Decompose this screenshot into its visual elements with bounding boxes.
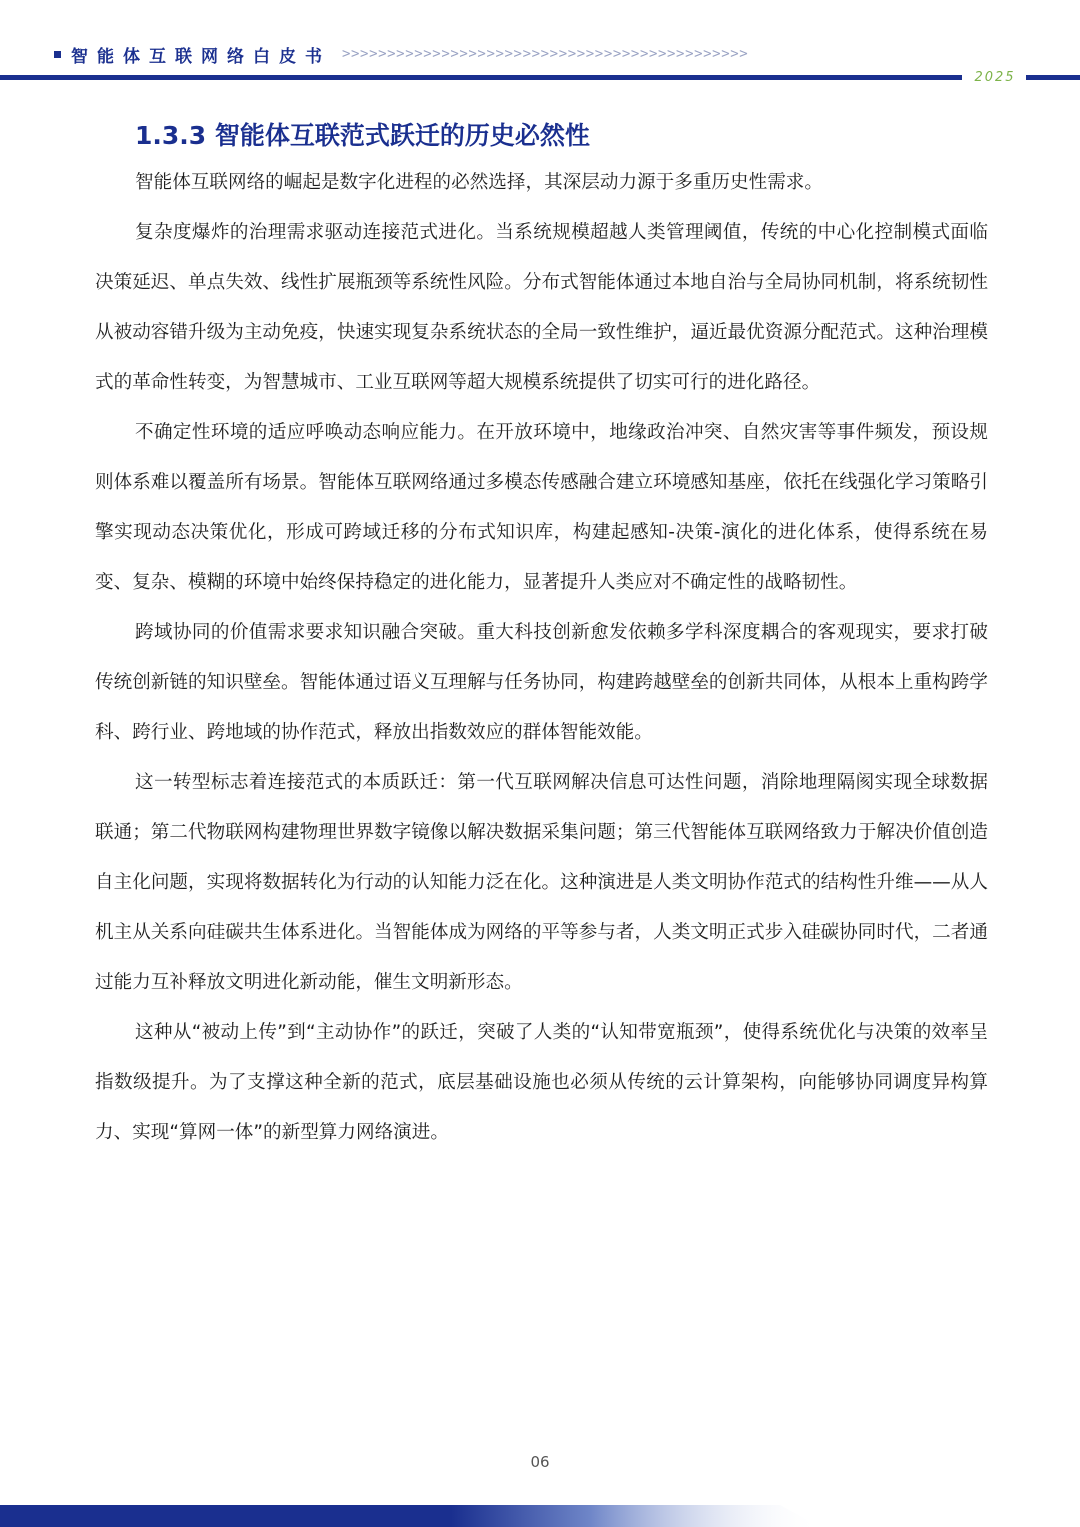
paragraph: 智能体互联网络的崛起是数字化进程的必然选择，其深层动力源于多重历史性需求。	[135, 172, 823, 193]
header-rule-end	[1026, 75, 1080, 80]
section-heading: 1.3.3 智能体互联范式跃迁的历史必然性	[135, 121, 590, 150]
body-text	[95, 158, 988, 1158]
header-year: 2025	[974, 70, 1016, 85]
header-arrow-decoration: >>>>>>>>>>>>>>>>>>>>>>>>>>>>>>>>>>>>>>>>>>>>>	[342, 46, 749, 62]
paragraph: 跨域协同的价值需求要求知识融合突破。重大科技创新愈发依赖多学科深度耦合的客观现实，要求打破传统创新链的知识壁垒。智能体通过语义互理解与任务协同，构建跨越壁垒的创新共同体，从根本上重构跨学科、跨行业、跨地域的协作范式，释放出指数效应的群体智能效能。	[95, 622, 988, 743]
bullet-square-icon	[54, 51, 61, 58]
paragraph: 这种从“被动上传”到“主动协作”的跃迁，突破了人类的“认知带宽瓶颈”，使得系统优化与决策的效率呈指数级提升。为了支撑这种全新的范式，底层基础设施也必须从传统的云计算架构，向能够协同调度异构算力、实现“算网一体”的新型算力网络演进。	[95, 1022, 988, 1143]
footer-band-shape	[0, 1505, 820, 1527]
paragraph: 这一转型标志着连接范式的本质跃迁：第一代互联网解决信息可达性问题，消除地理隔阂实现全球数据联通；第二代物联网构建物理世界数字镜像以解决数据采集问题；第三代智能体互联网络致力于解决价值创造自主化问题，实现将数据转化为行动的认知能力泛在化。这种演进是人类文明协作范式的结构性升维——从人机主从关系向硅碳共生体系进化。当智能体成为网络的平等参与者，人类文明正式步入硅碳协同时代，二者通过能力互补释放文明进化新动能，催生文明新形态。	[95, 772, 988, 993]
header-rule	[0, 75, 962, 80]
paragraph: 不确定性环境的适应呼唤动态响应能力。在开放环境中，地缘政治冲突、自然灾害等事件频发，预设规则体系难以覆盖所有场景。智能体互联网络通过多模态传感融合建立环境感知基座，依托在线强化学习策略引擎实现动态决策优化，形成可跨域迁移的分布式知识库，构建起感知-决策-演化的进化体系，使得系统在易变、复杂、模糊的环境中始终保持稳定的进化能力，显著提升人类应对不确定性的战略韧性。	[95, 422, 988, 593]
header-title-text: 智能体互联网络白皮书	[71, 46, 331, 67]
footer-band-graphic	[0, 1505, 1080, 1527]
header-title	[54, 40, 331, 68]
footer-band	[0, 1505, 1080, 1527]
paragraph: 复杂度爆炸的治理需求驱动连接范式进化。当系统规模超越人类管理阈值，传统的中心化控制模式面临决策延迟、单点失效、线性扩展瓶颈等系统性风险。分布式智能体通过本地自治与全局协同机制，将系统韧性从被动容错升级为主动免疫，快速实现复杂系统状态的全局一致性维护，逼近最优资源分配范式。这种治理模式的革命性转变，为智慧城市、工业互联网等超大规模系统提供了切实可行的进化路径。	[95, 222, 988, 393]
page-number: 06	[530, 1453, 550, 1471]
